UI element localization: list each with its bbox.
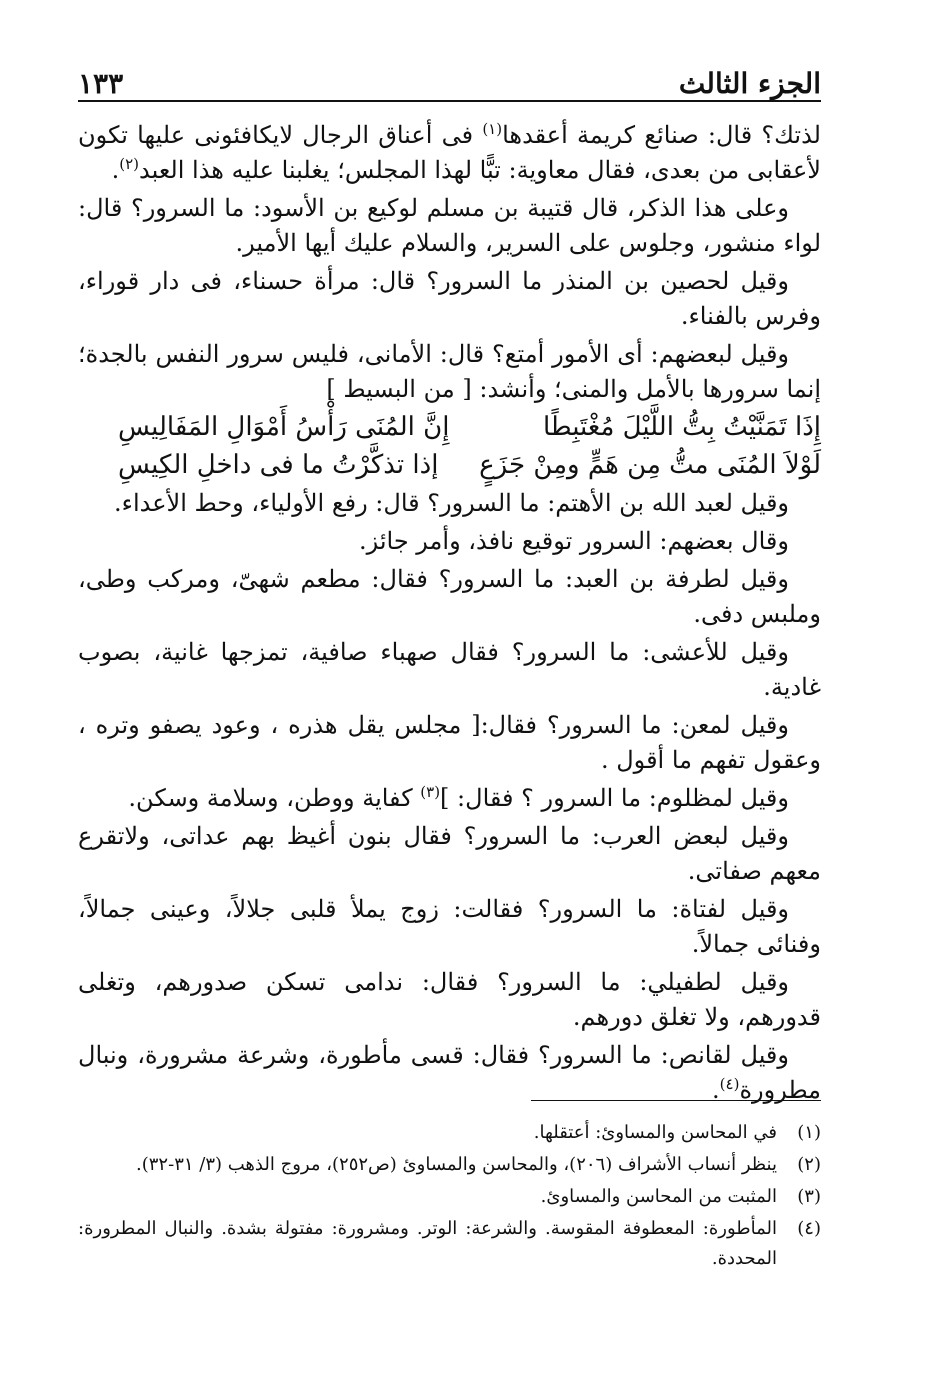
- footnotes: [78, 1118, 821, 1276]
- footnote-1: [78, 1118, 821, 1148]
- footnote-text: المأطورة: المعطوفة المقوسة. والشرعة: الوتر. ومشرورة: مفتولة بشدة. والنبال المطرورة: المحددة.: [78, 1218, 777, 1269]
- paragraph-text: .: [111, 156, 120, 184]
- meter-source: [ من البسيط ]: [326, 375, 472, 403]
- paragraph-12: وقيل لفتاة: ما السرور؟ فقالت: زوج يملأ قلبى جلالاً، وعينى جمالاً، وفنائى جمالاً.: [78, 895, 821, 958]
- paragraph-text: فى أعناق الرجال لايكافئونى عليها تكون لأعقابى من بعدى، فقال معاوية: تبًّا لهذا المجلس؛ يغلبنا عليه هذا العبد: [78, 121, 821, 184]
- page-header: [78, 52, 821, 100]
- footnote-number: (٤): [797, 1218, 821, 1239]
- paragraph-text: وقيل لبعضهم: أى الأمور أمتع؟ قال: الأمانى، فليس سرور النفس بالجدة؛ إنما سرورها بالأمل والمنى؛ وأنشد:: [78, 340, 821, 403]
- footnote-text: في المحاسن والمساوئ: أعتقلها.: [533, 1122, 777, 1143]
- footnote-3: [78, 1182, 821, 1212]
- paragraph-text: كفاية ووطن، وسلامة وسكن.: [128, 784, 421, 812]
- running-title: الجزء الثالث: [678, 67, 821, 100]
- footnote-number: (٢): [797, 1154, 821, 1175]
- footnote-ref-1[interactable]: (١): [482, 120, 503, 138]
- paragraph-14: [78, 1038, 821, 1108]
- paragraph-10: [78, 781, 821, 816]
- paragraph-text: وقيل لمظلوم: ما السرور ؟ فقال: ]: [440, 784, 789, 812]
- paragraph-3: وقيل لحصين بن المنذر ما السرور؟ قال: مرأة حسناء، فى دار قوراء، وفرس بالفناء.: [78, 267, 821, 330]
- paragraph-text: وقيل لقانص: ما السرور؟ فقال: قسى مأطورة، وشرعة مشرورة، ونبال مطرورة: [78, 1041, 821, 1104]
- footnote-number: (٣): [797, 1186, 821, 1207]
- footnote-rule: [531, 1100, 821, 1101]
- verse-hemistich-first: لَوْلاَ المُنَى متُّ مِن هَمٍّ ومِنْ جَزَعٍ: [479, 450, 821, 480]
- verse-hemistich-first: إِذَا تَمَنَّيْتُ بِتُّ اللَّيْلَ مُغْتَبِطًا: [542, 412, 821, 442]
- paragraph-9: وقيل لمعن: ما السرور؟ فقال:[ مجلس يقل هذره ، وعود يصفو وتره ، وعقول تفهم ما أقول .: [78, 711, 821, 774]
- footnote-number: (١): [797, 1122, 821, 1143]
- verse-line-2: [78, 448, 821, 483]
- footnote-text: المثبت من المحاسن والمساوئ.: [540, 1186, 777, 1207]
- paragraph-8: وقيل للأعشى: ما السرور؟ فقال صهباء صافية، تمزجها غانية، بصوب غادية.: [78, 638, 821, 701]
- paragraph-4: [78, 337, 821, 407]
- verse-line-1: [78, 410, 821, 445]
- paragraph-11: وقيل لبعض العرب: ما السرور؟ فقال بنون أغيظ بهم عداتى، ولاتقرع معهم صفاتى.: [78, 822, 821, 885]
- paragraph-6: وقال بعضهم: السرور توقيع نافذ، وأمر جائز.: [358, 527, 789, 555]
- footnote-text: ينظر أنساب الأشراف (٢٠٦)، والمحاسن والمساوئ (ص٢٥٢)، مروج الذهب (٣/ ٣١-٣٢).: [136, 1154, 777, 1175]
- paragraph-7: وقيل لطرفة بن العبد: ما السرور؟ فقال: مطعم شهىّ، ومركب وطى، وملبس دفى.: [78, 565, 821, 628]
- paragraph-text: لذتك؟ قال: صنائع كريمة أعقدها: [502, 121, 821, 149]
- footnote-ref-3[interactable]: (٣): [420, 783, 441, 801]
- paragraph-text: .: [712, 1076, 720, 1104]
- verse-hemistich-second: إِنَّ المُنَى رَأْسُ أَمْوَالِ المَفَالِيسِ: [118, 412, 450, 442]
- paragraph-13: وقيل لطفيلي: ما السرور؟ فقال: ندامى تسكن صدورهم، وتغلى قدورهم، ولا تغلق دورهم.: [78, 968, 821, 1031]
- footnote-4: [78, 1214, 821, 1274]
- verse-hemistich-second: إذا تذكَّرْتُ ما فى داخلِ الكِيسِ: [118, 450, 439, 480]
- footnote-ref-4[interactable]: (٤): [719, 1075, 740, 1093]
- page-number: ١٣٣: [78, 67, 124, 100]
- header-rule: [78, 100, 821, 102]
- paragraph-2: وعلى هذا الذكر، قال قتيبة بن مسلم لوكيع بن الأسود: ما السرور؟ قال: لواء منشور، وجلوس على السرير، والسلام عليك أيها الأمير.: [78, 194, 821, 257]
- footnote-ref-2[interactable]: (٢): [119, 155, 139, 173]
- main-text: [78, 118, 821, 1111]
- paragraph-1: [78, 118, 821, 188]
- footnote-2: [78, 1150, 821, 1180]
- paragraph-5: وقيل لعبد الله بن الأهتم: ما السرور؟ قال: رفع الأولياء، وحط الأعداء.: [114, 489, 789, 517]
